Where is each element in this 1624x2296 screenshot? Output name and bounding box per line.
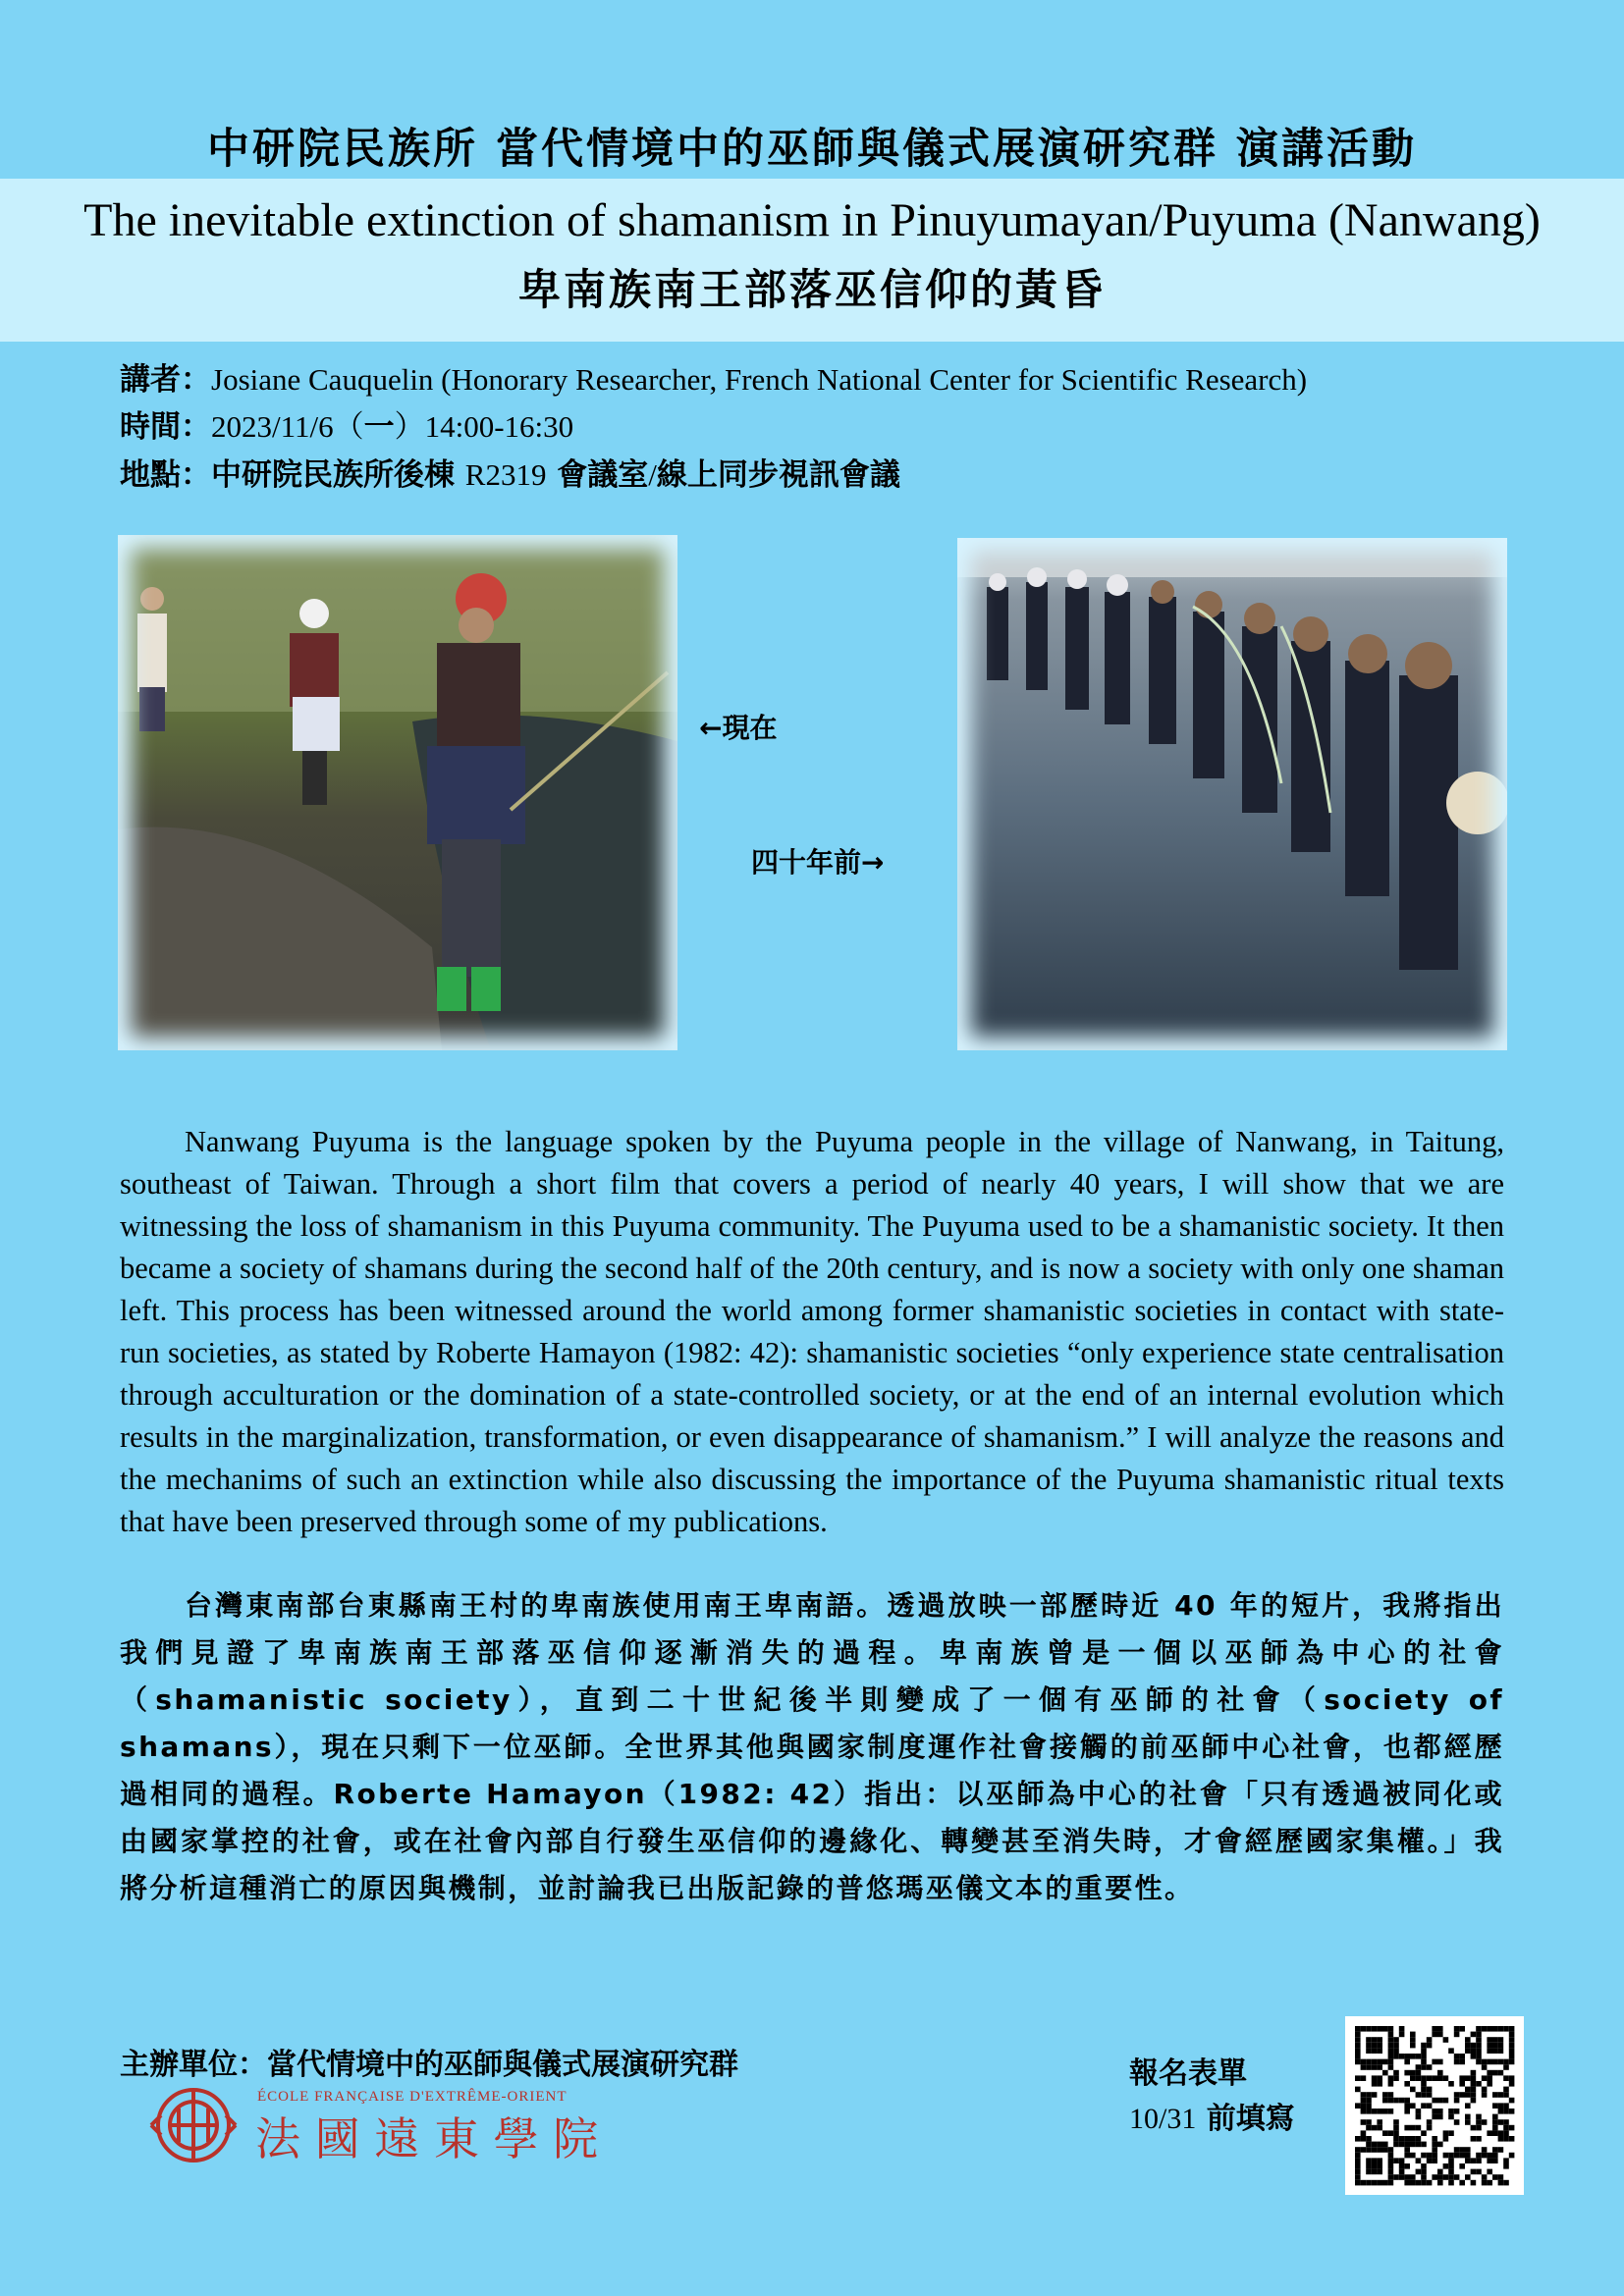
place-line xyxy=(120,455,900,495)
organizer-line: 主辦單位：當代情境中的巫師與儀式展演研究群 xyxy=(120,2048,738,2082)
registration-qr-code[interactable] xyxy=(1345,2016,1524,2195)
chinese-title: 卑南族南王部落巫信仰的黃昏 xyxy=(518,266,1106,315)
speaker-value: Josiane Cauquelin (Honorary Researcher, French National Center for Scientific Research) xyxy=(211,362,1308,397)
photo-forty-years-ago xyxy=(957,538,1507,1050)
qr-code-icon xyxy=(1345,2016,1524,2195)
registration-label: 報名表單 xyxy=(1129,2056,1247,2091)
efeo-chinese-name: 法 國 遠 東 學 院 xyxy=(255,2112,599,2165)
forty-years-ago-label: 四十年前→ xyxy=(751,846,885,879)
efeo-french-name: ÉCOLE FRANÇAISE D'EXTRÊME-ORIENT xyxy=(257,2089,568,2105)
time-value: 2023/11/6（一）14:00-16:30 xyxy=(211,409,574,445)
now-label: ←現在 xyxy=(699,712,778,744)
time-label: 時間： xyxy=(120,409,211,445)
photo-present-day xyxy=(118,535,677,1050)
speaker-line xyxy=(120,360,1307,400)
registration-deadline: 10/31 前填寫 xyxy=(1129,2102,1295,2136)
organizer-title: 中研院民族所 當代情境中的巫師與儀式展演研究群 演講活動 xyxy=(207,125,1417,174)
abstract-chinese: 台灣東南部台東縣南王村的卑南族使用南王卑南語。透過放映一部歷時近 40 年的短片，我將指出我們見證了卑南族南王部落巫信仰逐漸消失的過程。卑南族曾是一個以巫師為中心的社會（shamanistic society），直到二十世紀後半則變成了一個有巫師的社會（society of shamans），現在只剩下一位巫師。全世界其他與國家制度運作社會接觸的前巫師中心社會，也都經歷過相同的過程。Roberte Hamayon（1982: 42）指出：以巫師為中心的社會「只有透過被同化或由國家掌控的社會，或在社會內部自行發生巫信仰的邊緣化、轉變甚至消失時，才會經歷國家集權。」我將分析這種消亡的原因與機制，並討論我已出版記錄的普悠瑪巫儀文本的重要性。 xyxy=(120,1589,1504,1904)
registration-info xyxy=(1129,2052,1295,2142)
english-title: The inevitable extinction of shamanism in Pinuyumayan/Puyuma (Nanwang) xyxy=(83,194,1541,246)
time-line xyxy=(120,407,573,447)
efeo-emblem-icon xyxy=(151,2090,236,2161)
abstract-english: Nanwang Puyuma is the language spoken by the Puyuma people in the village of Nanwang, in Taitung, southeast of Taiwan. Through a short film that covers a period of nearly 40 years, I will show that we are witnessing the loss of shamanism in this Puyuma community. The Puyuma used to be a shamanistic society. It then became a society of shamans during the second half of the 20th century, and is now a society with only one shaman left. This process has been witnessed around the world among former shamanistic societies in contact with state-run societies, as stated by Roberte Hamayon (1982: 42): shamanistic societies “only experience state centralisation through acculturation or the domination of a state-controlled society, or at the end of an internal evolution which results in the marginalization, transformation, or even disappearance of shamanism.” I will analyze the reasons and the mechanims of such an extinction while also discussing the importance of the Puyuma shamanistic ritual texts that have been preserved through some of my publications. xyxy=(120,1125,1504,1538)
place-label: 地點： xyxy=(120,457,211,493)
speaker-label: 講者： xyxy=(120,362,211,398)
efeo-logo xyxy=(149,2081,660,2169)
place-value: 中研院民族所後棟 R2319 會議室/線上同步視訊會議 xyxy=(211,457,900,493)
